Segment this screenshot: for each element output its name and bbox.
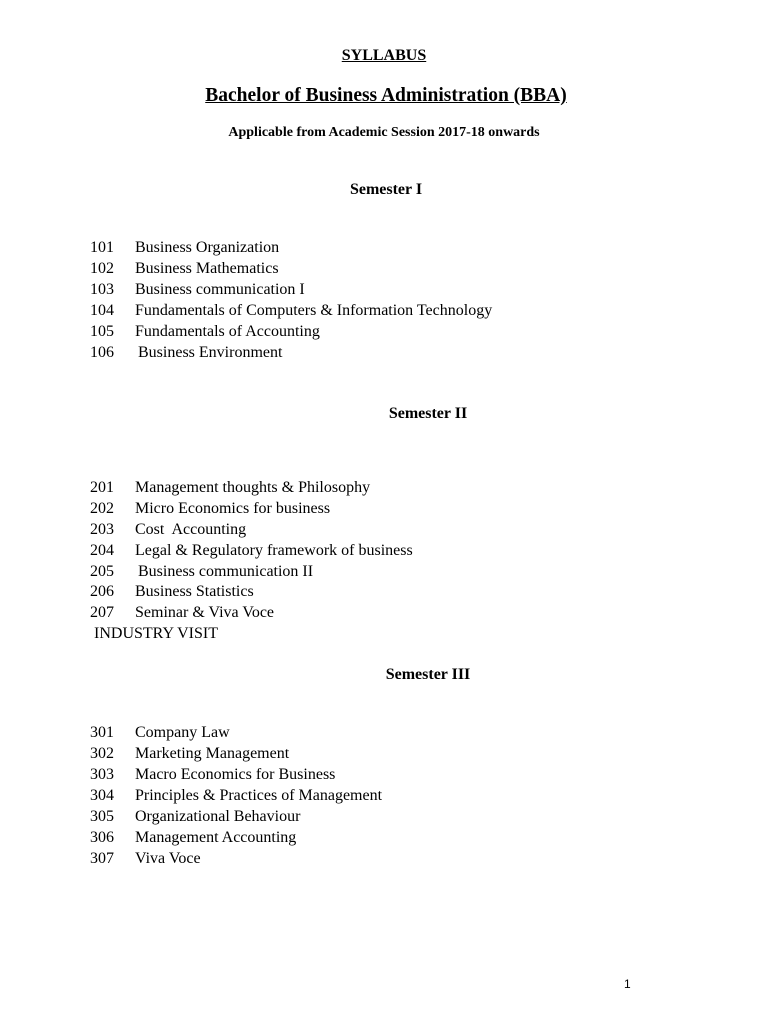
course-code: 106 — [90, 344, 114, 361]
course-name: Business Environment — [138, 344, 283, 361]
course-row — [90, 540, 413, 561]
course-row — [90, 237, 279, 258]
course-name: Seminar & Viva Voce — [135, 604, 275, 621]
course-row — [90, 602, 274, 623]
semester-heading: Semester I — [349, 181, 423, 198]
course-code: 206 — [90, 583, 114, 600]
course-code: 201 — [90, 479, 114, 496]
course-row — [90, 785, 382, 806]
course-name: Management thoughts & Philosophy — [135, 479, 371, 496]
course-name: Legal & Regulatory framework of business — [135, 542, 413, 559]
course-row — [90, 827, 296, 848]
course-name: Fundamentals of Computers & Information Technology — [135, 302, 493, 319]
course-row — [90, 743, 289, 764]
course-code: 105 — [90, 323, 114, 340]
course-name: Viva Voce — [135, 850, 201, 867]
session-note: Applicable from Academic Session 2017-18 onwards — [228, 125, 540, 140]
course-code: 102 — [90, 260, 114, 277]
course-row — [90, 764, 335, 785]
course-name: Company Law — [135, 724, 230, 741]
semester-heading: Semester III — [385, 666, 471, 683]
course-code: 103 — [90, 281, 114, 298]
course-code: 202 — [90, 500, 114, 517]
course-code: 207 — [90, 604, 114, 621]
course-code: 305 — [90, 808, 114, 825]
course-row — [90, 498, 330, 519]
course-code: 205 — [90, 563, 114, 580]
course-row — [90, 477, 370, 498]
course-name: Business Mathematics — [135, 260, 279, 277]
course-code: 304 — [90, 787, 114, 804]
course-name: Business communication II — [138, 563, 314, 580]
course-code: 301 — [90, 724, 114, 741]
course-name: Management Accounting — [135, 829, 297, 846]
course-row — [90, 848, 201, 869]
course-name: Cost Accounting — [135, 521, 247, 538]
course-name: Micro Economics for business — [135, 500, 331, 517]
course-name: Organizational Behaviour — [135, 808, 301, 825]
document-title: Bachelor of Business Administration (BBA) — [205, 85, 567, 106]
course-row — [90, 258, 279, 279]
course-code: 101 — [90, 239, 114, 256]
semester-heading: Semester II — [388, 405, 468, 422]
course-code: 303 — [90, 766, 114, 783]
course-code: 302 — [90, 745, 114, 762]
course-name: Marketing Management — [135, 745, 290, 762]
course-code: 203 — [90, 521, 114, 538]
course-code: 307 — [90, 850, 114, 867]
course-code: 306 — [90, 829, 114, 846]
course-code: 204 — [90, 542, 114, 559]
course-row — [90, 300, 492, 321]
course-row — [90, 561, 313, 582]
course-name: Business Organization — [135, 239, 280, 256]
course-row — [90, 581, 254, 602]
course-name: Principles & Practices of Management — [135, 787, 383, 804]
course-row — [90, 519, 246, 540]
course-row — [90, 342, 282, 363]
industry-visit-note: INDUSTRY VISIT — [94, 625, 219, 642]
course-name: Fundamentals of Accounting — [135, 323, 320, 340]
course-code: 104 — [90, 302, 114, 319]
document-label: SYLLABUS — [341, 47, 427, 64]
course-name: Business communication I — [135, 281, 305, 298]
course-row — [90, 806, 300, 827]
course-name: Macro Economics for Business — [135, 766, 336, 783]
course-name: Business Statistics — [135, 583, 254, 600]
course-row — [90, 279, 305, 300]
page-number: 1 — [624, 977, 631, 991]
course-row — [90, 722, 230, 743]
course-row — [90, 321, 320, 342]
